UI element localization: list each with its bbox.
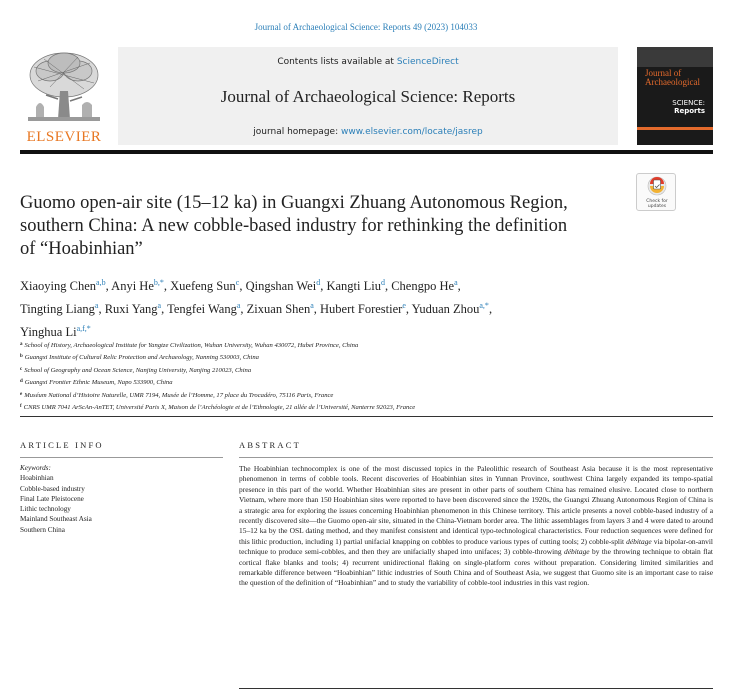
contents-available: Contents lists available at ScienceDirect — [277, 57, 459, 67]
cover-subtitle: SCIENCE: Reports — [672, 99, 705, 115]
author-affiliation-mark[interactable]: b,* — [153, 278, 164, 287]
cover-stripe — [637, 127, 713, 130]
author-name[interactable]: Tengfei Wang — [167, 302, 237, 316]
affiliation-item: $^f$ CNRS UMR 7041 ArScAn-AnTET, Université Paris X, Maison de l’Archéologie et de l’Ethnologie, 21 allée de l’Université, Nanterre 92023, France — [20, 404, 416, 412]
author-name[interactable]: Anyi He — [111, 279, 154, 293]
keyword-item: Lithic technology — [20, 505, 71, 514]
author-name[interactable]: Qingshan Wei — [245, 279, 317, 293]
author-affiliation-mark[interactable]: a,* — [479, 301, 489, 310]
author-name[interactable]: Yinghua Li — [20, 325, 77, 339]
author-affiliation-mark[interactable]: a — [236, 301, 241, 310]
keywords-list — [20, 463, 220, 535]
author-name[interactable]: Kangti Liu — [326, 279, 381, 293]
author-affiliation-mark[interactable]: a,b — [96, 278, 106, 287]
publisher-name: ELSEVIER — [26, 129, 102, 145]
header-divider — [20, 150, 713, 154]
journal-homepage: journal homepage: www.elsevier.com/locate/jasrep — [253, 127, 483, 137]
affiliation-item: $^d$ Guangxi Frontier Ethnic Museum, Napo 533900, China — [20, 379, 173, 387]
author-affiliation-mark[interactable]: d — [380, 278, 385, 287]
affiliation-item: $^e$ Muséum National d’Histoire Naturelle, UMR 7194, Musée de l’Homme, 17 place du Trocadéro, 75116 Paris, France — [20, 391, 334, 399]
keyword-item: Southern China — [20, 525, 65, 534]
check-updates-label: Check for updates — [646, 199, 668, 209]
keyword-item: Mainland Southeast Asia — [20, 515, 92, 524]
author-affiliation-mark[interactable]: a — [310, 301, 314, 310]
author-name[interactable]: Ruxi Yang — [104, 302, 158, 316]
author-name[interactable]: Hubert Forestier — [320, 302, 403, 316]
author-name[interactable]: Xuefeng Sun — [170, 279, 236, 293]
author-name[interactable]: Yuduan Zhou — [411, 302, 480, 316]
author-affiliation-mark[interactable]: c — [235, 278, 240, 287]
author-affiliation-mark[interactable]: a — [454, 278, 458, 287]
article-info-rule — [20, 457, 223, 458]
affiliation-divider — [20, 416, 713, 417]
journal-masthead — [20, 47, 713, 145]
cover-header-band — [637, 47, 713, 67]
abstract-body: The Hoabinhian technocomplex is one of the most discussed topics in the Paleolithic research of Southeast Asia because it is the most representative phenomenon in terms of cobble tools. Recent discoveries of Hoabinhian sites in Yunnan Province, southwest China largely expanded its tempo-spatial presence in this part of the world. Whether Hoabinhian sites are present in other parts of southern China has remained elusive. Located close to northern Vietnam, where more than 150 Hoabinhian sites were reported to have been discovered since the 1920s, the Guangxi Zhuang Autonomous Region of China is a strategic area for exploring the issues concerning Hoabinhian phenomenon in this Chinese territory. This article presents a novel cobble-based industry of a recently discovered site—the Guomo open-air site, situated in the China-Vietnam border area. The lithic assemblages from layers 3 and 4 were dated to around 15–12 ka by the OSL dating method, and they manifest consistent and identical typo-technological characteristics. Four reduction sequences were defined for this lithic production, including 1) partial unifacial knapping on cobbles to produce various types of cutting tools; 2) cobble-split débitage via bipolar-on-anvil technique to produce semi-cobbles, and then they are unifacially shaped into unifaces; 3) cobble-throwing débitage by the throwing technique to obtain flat cortical flake blanks and tools; 4) recurrent unidirectional flaking on single-platform cores without preparation. Considering limited similarities and remarkable difference between “Hoabinhian” lithic industries of South China and of Southeast Asia, we suggest that Guomo site is an important case to raise the question of the definition of “Hoabinhian” and to study the variability of cobble-tool industries in this vast region. — [239, 464, 713, 588]
author-affiliation-mark[interactable]: a,f,* — [76, 324, 91, 333]
author-line: Xiaoying Chen$^{a,b}$, Anyi $He^{b,*}$, Xuefeng Sun$^c$, Qingshan Wei$^d$, Kangti Liu$^d$, Chengpo He$^a$, — [20, 278, 461, 293]
author-name[interactable]: Chengpo He — [391, 279, 455, 293]
affiliation-list — [20, 339, 720, 413]
keyword-item: Final Late Pleistocene — [20, 494, 84, 503]
keyword-item: Hoabinhian — [20, 474, 54, 483]
affiliation-item: $^c$ School of Geography and Ocean Science, Nanjing University, Nanjing 210023, China — [20, 366, 252, 374]
abstract-bottom-rule — [239, 688, 713, 689]
author-name[interactable]: Xiaoying Chen — [20, 279, 97, 293]
author-name[interactable]: Tingting Liang — [20, 302, 95, 316]
abstract-rule — [239, 457, 713, 458]
keyword-item: Cobble-based industry — [20, 484, 85, 493]
abstract-heading: ABSTRACT — [239, 440, 301, 450]
affiliation-item: $^b$ Guangxi Institute of Cultural Relic Protection and Archaeology, Nanning 530003, China — [20, 354, 259, 362]
journal-cover[interactable] — [637, 47, 713, 145]
homepage-link[interactable]: www.elsevier.com/locate/jasrep — [340, 127, 483, 137]
author-name[interactable]: Zixuan Shen — [246, 302, 311, 316]
article-info-heading: ARTICLE INFO — [20, 440, 104, 450]
journal-citation[interactable]: Journal of Archaeological Science: Reports 49 (2023) 104033 — [254, 22, 478, 32]
journal-banner — [118, 47, 618, 145]
author-affiliation-mark[interactable]: a — [157, 301, 162, 310]
author-affiliation-mark[interactable]: d — [316, 278, 321, 287]
check-for-updates-badge[interactable] — [636, 173, 676, 211]
journal-title: Journal of Archaeological Science: Reports — [220, 87, 516, 106]
author-affiliation-mark[interactable]: e — [402, 301, 406, 310]
keywords-label: Keywords: — [20, 464, 51, 472]
article-title: Guomo open-air site (15–12 ka) in Guangxi Zhuang Autonomous Region, southern China: A new cobble-based industry for rethinking the definition of “Hoabinhian” — [20, 193, 568, 259]
author-line: Tingting Liang$^a$, Ruxi Yang$^a$, Tengfei Wang$^a$, Zixuan Shen$^a$, Hubert Forestier$^e$, Yuduan Zhou$^{a,*}$, — [20, 301, 493, 316]
cover-title: Journal of Archaeological — [645, 68, 700, 87]
affiliation-item: $^a$ School of History, Archaeological Institute for Yangtze Civilization, Wuhan University, Wuhan 430072, Hubei Province, China — [20, 342, 359, 349]
author-affiliation-mark[interactable]: a — [94, 301, 99, 310]
tree-icon — [20, 47, 108, 129]
sciencedirect-link[interactable]: ScienceDirect — [396, 57, 459, 67]
author-list — [20, 273, 720, 342]
check-updates-icon — [637, 174, 677, 200]
